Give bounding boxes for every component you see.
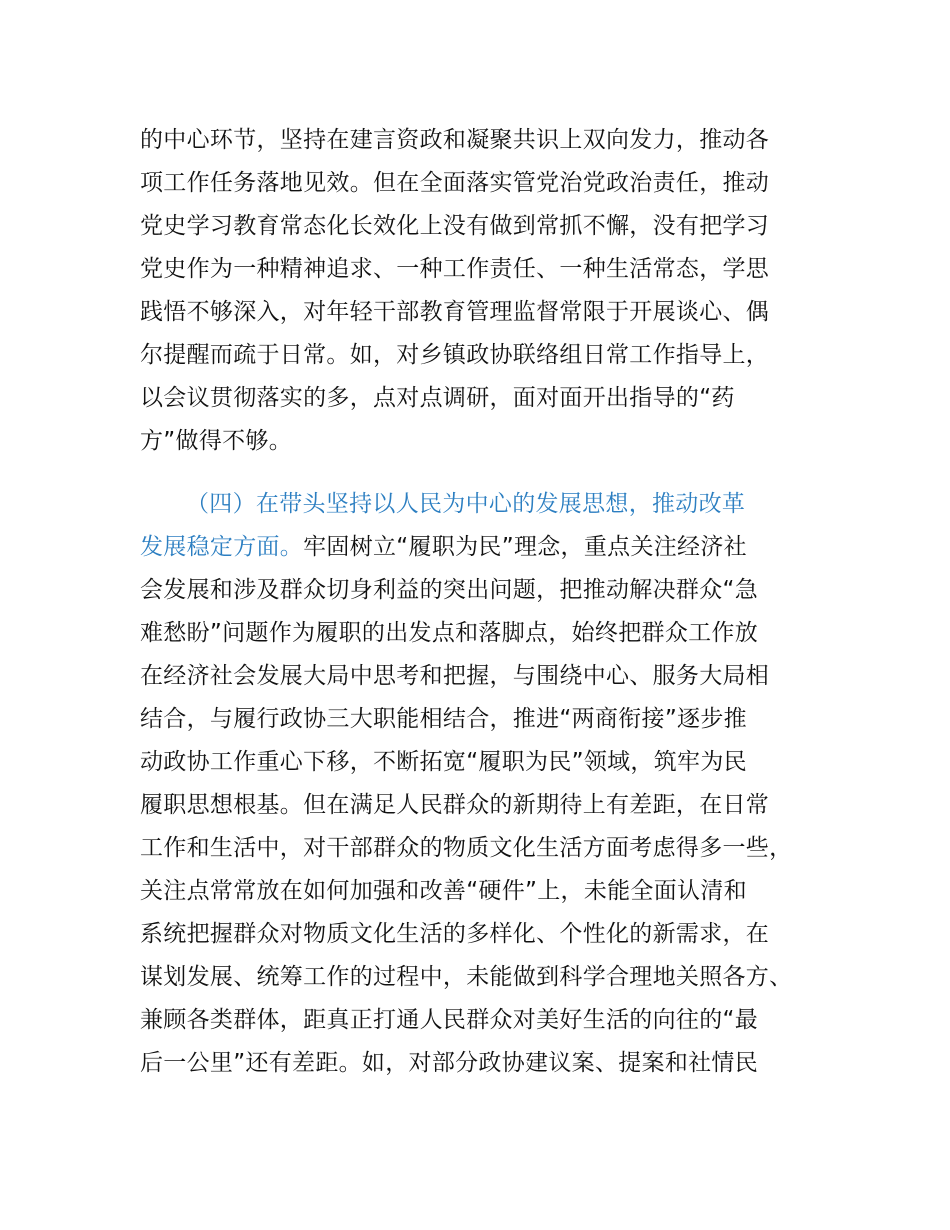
paragraph2-line-2	[140, 527, 747, 567]
section-heading-four: （四）在带头坚持以人民为中心的发展思想，推动改革	[186, 491, 746, 517]
paragraph2-line-3: 会发展和涉及群众切身利益的突出问题，把推动解决群众“急	[140, 577, 759, 603]
paragraph1-line-1: 的中心环节，坚持在建言资政和凝聚共识上双向发力，推动各	[140, 127, 770, 153]
paragraph2-line-8: 履职思想根基。但在满足人民群众的新期待上有差距，在日常	[140, 792, 770, 818]
paragraph2-line-14: 后一公里”还有差距。如，对部分政协建议案、提案和社情民	[140, 1050, 759, 1076]
paragraph2-line-12: 谋划发展、统筹工作的过程中，未能做到科学合理地关照各方、	[140, 964, 793, 990]
paragraph2-line-10: 关注点常常放在如何加强和改善“硬件”上，未能全面认清和	[140, 878, 747, 904]
paragraph1-line-4: 党史作为一种精神追求、一种工作责任、一种生活常态，学思	[140, 256, 770, 282]
paragraph1-line-5: 践悟不够深入，对年轻干部教育管理监督常限于开展谈心、偶	[140, 299, 770, 325]
paragraph1-line-2: 项工作任务落地见效。但在全面落实管党治党政治责任，推动	[140, 170, 770, 196]
paragraph2-line-9: 工作和生活中，对干部群众的物质文化生活方面考虑得多一些，	[140, 835, 793, 861]
paragraph2-line-6: 结合，与履行政协三大职能相结合，推进“两商衔接”逐步推	[140, 706, 747, 732]
section-heading-four-continued: 发展稳定方面。	[140, 534, 304, 560]
paragraph2-line-4: 难愁盼”问题作为履职的出发点和落脚点，始终把群众工作放	[140, 620, 759, 646]
paragraph2-line-7: 动政协工作重心下移，不断拓宽“履职为民”领域，筑牢为民	[140, 749, 747, 775]
paragraph1-line-8: 方”做得不够。	[140, 428, 293, 454]
paragraph2-line-2-rest: 牢固树立“履职为民”理念，重点关注经济社	[303, 534, 747, 560]
paragraph1-line-6: 尔提醒而疏于日常。如，对乡镇政协联络组日常工作指导上，	[140, 342, 770, 368]
paragraph2-line-11: 系统把握群众对物质文化生活的多样化、个性化的新需求，在	[140, 921, 770, 947]
paragraph1-line-3: 党史学习教育常态化长效化上没有做到常抓不懈，没有把学习	[140, 213, 770, 239]
paragraph2-line-5: 在经济社会发展大局中思考和把握，与围绕中心、服务大局相	[140, 663, 770, 689]
paragraph1-line-7: 以会议贯彻落实的多，点对点调研，面对面开出指导的“药	[140, 385, 735, 411]
paragraph2-line-13: 兼顾各类群体，距真正打通人民群众对美好生活的向往的“最	[140, 1007, 759, 1033]
